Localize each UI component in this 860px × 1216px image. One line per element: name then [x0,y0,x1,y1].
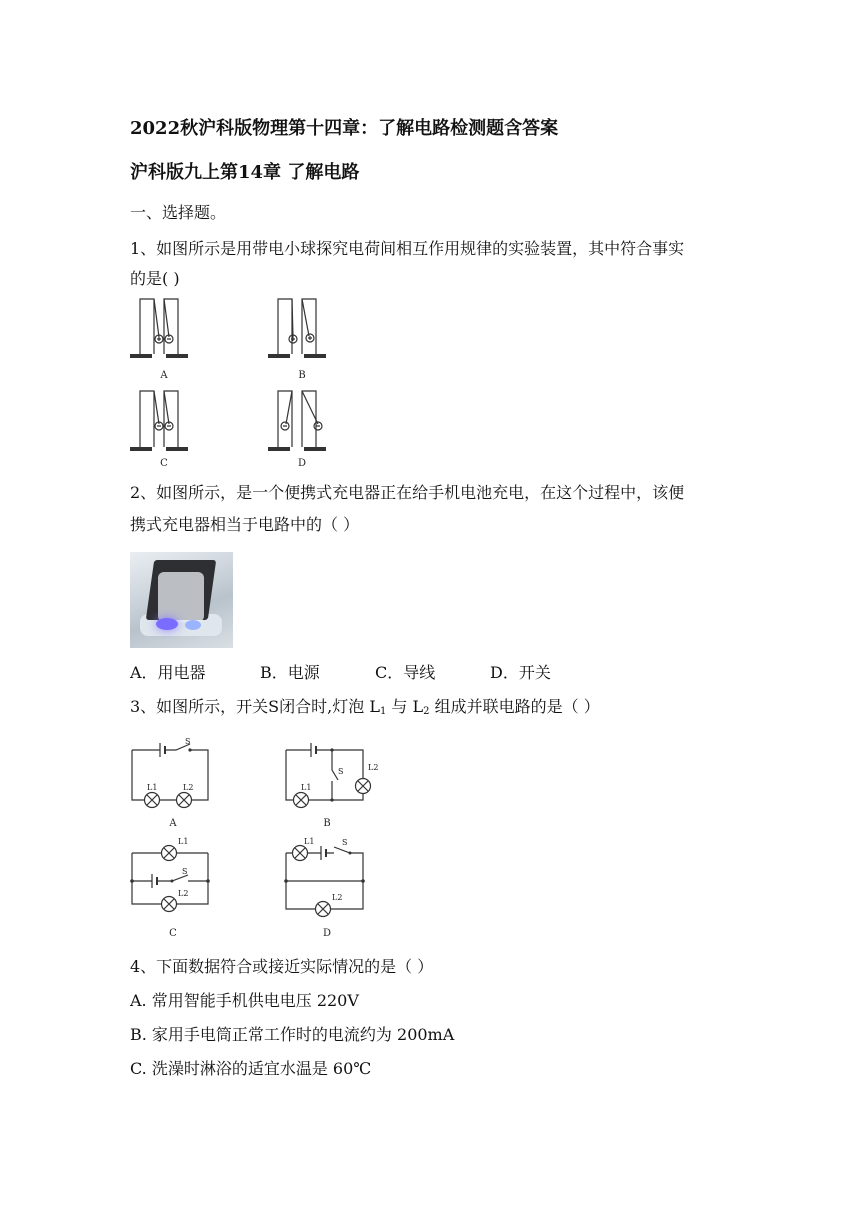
q1-label-a: A [160,370,168,381]
q3b-switch-label: S [338,767,344,776]
q3a-lamp1-label: L1 [147,783,158,792]
q3-label-a: A [169,818,177,829]
q1-label-c: C [160,458,168,469]
q2-option-c: C．导线 [375,663,436,682]
q3-sub2: 2 [423,706,430,717]
q2-text-line1: 2、如图所示，是一个便携式充电器正在给手机电池充电，在这个过程中，该便 [130,483,685,502]
q1-figure [128,296,348,471]
q1-text-line2: 的是( ) [130,269,180,288]
document-title: 2022秋沪科版物理第十四章：了解电路检测题含答案 [130,118,559,139]
q3d-lamp2-label: L2 [332,893,343,902]
q3d-lamp1-label: L1 [304,837,315,846]
document-subtitle: 沪科版九上第14章 了解电路 [130,162,360,183]
q3-label-b: B [323,818,331,829]
q3c-lamp1-label: L1 [178,837,189,846]
q3d-switch-label: S [342,838,348,847]
q3-text-part2: 与 L [386,697,424,716]
q1-label-d: D [297,458,307,469]
q2-options [130,662,551,684]
q3a-lamp2-label: L2 [183,783,194,792]
q2-text-line2: 携式充电器相当于电路中的（ ） [130,515,360,534]
q4-option-b: B. 家用手电筒正常工作时的电流约为 200mA [130,1025,455,1044]
q3-text [130,696,600,718]
q3-figure [128,734,379,944]
q3-label-d: D [322,928,332,939]
q3b-lamp1-label: L1 [301,783,312,792]
q4-option-c: C. 洗澡时淋浴的适宜水温是 60℃ [130,1059,372,1078]
q3-label-c: C [169,928,177,939]
q3c-lamp2-label: L2 [178,889,189,898]
q3-text-part1: 3、如图所示，开关S闭合时,灯泡 L [130,697,380,716]
q2-option-a: A．用电器 [130,663,206,682]
q1-text-line1: 1、如图所示是用带电小球探究电荷间相互作用规律的实验装置，其中符合事实 [130,239,685,258]
charger-photo [130,552,233,648]
section-heading: 一、选择题。 [130,203,227,222]
q2-option-b: B．电源 [260,663,320,682]
q3-text-part3: 组成并联电路的是（ ） [429,697,600,716]
q3c-switch-label: S [182,867,188,876]
q3b-lamp2-label: L2 [368,763,379,772]
q1-label-b: B [298,370,306,381]
q2-option-d: D．开关 [490,663,551,682]
q3-sub1: 1 [379,706,387,717]
q4-text: 4、下面数据符合或接近实际情况的是（ ） [130,957,434,976]
q4-option-a: A. 常用智能手机供电电压 220V [130,991,359,1010]
q3a-switch-label: S [185,737,191,746]
